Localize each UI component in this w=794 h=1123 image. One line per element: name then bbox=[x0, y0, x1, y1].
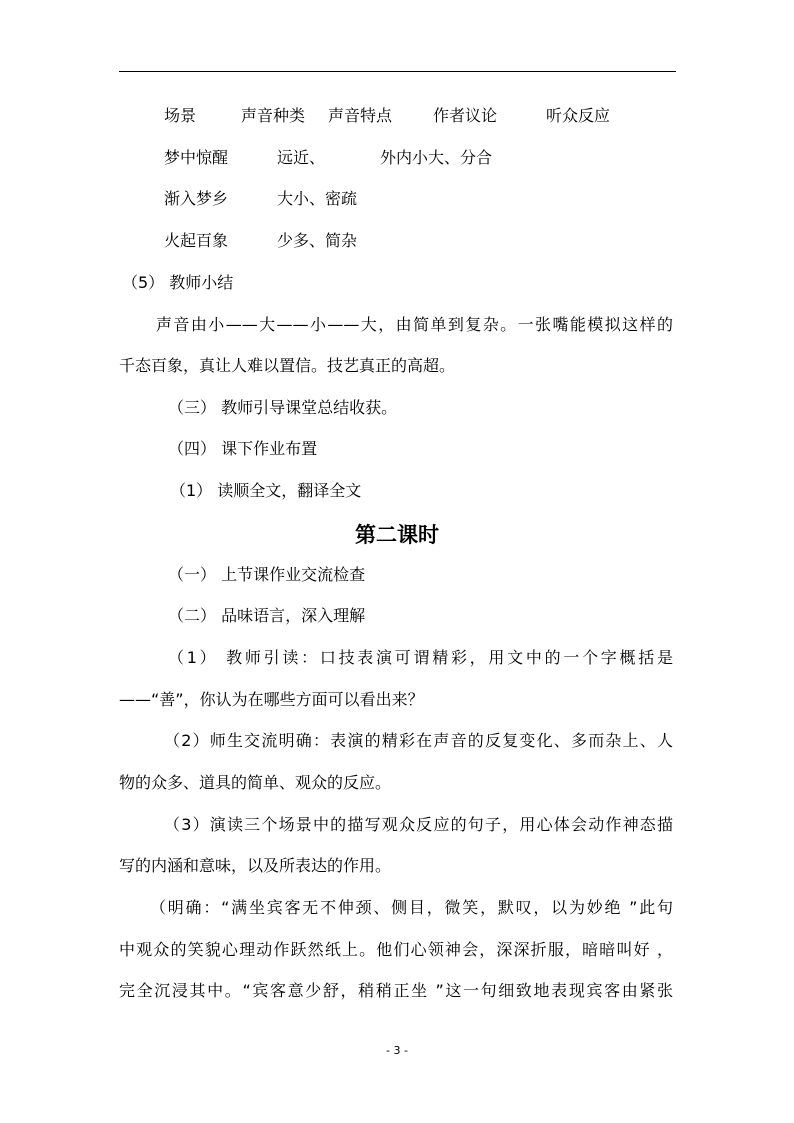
section-heading: （5） 教师小结 bbox=[122, 273, 234, 292]
table-row bbox=[0, 189, 794, 209]
table-cell: 外内小大、分合 bbox=[380, 148, 493, 167]
section-heading: （四） 课下作业布置 bbox=[168, 439, 318, 458]
table-cell: 大小、密疏 bbox=[277, 189, 358, 208]
table-cell: 少多、简杂 bbox=[277, 231, 358, 250]
table-header-cell: 作者议论 bbox=[433, 106, 498, 125]
paragraph-line: （3）演读三个场景中的描写观众反应的句子，用心体会动作神态描 bbox=[164, 815, 673, 834]
paragraph-line: （2）师生交流明确：表演的精彩在声音的反复变化、多而杂上、人 bbox=[164, 731, 673, 750]
paragraph-line: 完全沉浸其中。“宾客意少舒，稍稍正坐 ”这一句细致地表现宾客由紧张 bbox=[119, 981, 673, 1000]
paragraph-line: 中观众的笑貌心理动作跃然纸上。他们心领神会，深深折服，暗暗叫好 ， bbox=[119, 940, 673, 959]
table-cell: 渐入梦乡 bbox=[164, 189, 229, 208]
table-cell: 火起百象 bbox=[164, 231, 229, 250]
paragraph-line: 写的内涵和意味，以及所表达的作用。 bbox=[119, 856, 392, 875]
paragraph-line: （明确：“满坐宾客无不伸颈、侧目，微笑，默叹，以为妙绝 ”此句 bbox=[150, 898, 673, 917]
section-heading: （三） 教师引导课堂总结收获。 bbox=[168, 398, 398, 417]
paragraph-line: 物的众多、道具的简单、观众的反应。 bbox=[119, 773, 392, 792]
section-heading: （一） 上节课作业交流检查 bbox=[168, 565, 366, 584]
table-header-cell: 听众反应 bbox=[546, 106, 611, 125]
section-heading: （二） 品味语言，深入理解 bbox=[168, 606, 366, 625]
paragraph-line: 千态百象，真让人难以置信。技艺真正的高超。 bbox=[119, 356, 456, 375]
paragraph-line: （1） 教师引读：口技表演可谓精彩，用文中的一个字概括是 bbox=[168, 648, 673, 667]
lesson-title: 第二课时 bbox=[355, 522, 439, 547]
table-header-cell: 场景 bbox=[164, 106, 197, 125]
list-item: （1） 读顺全文，翻译全文 bbox=[170, 481, 362, 500]
header-rule bbox=[119, 71, 676, 72]
paragraph-line: ——“善”，你认为在哪些方面可以看出来？ bbox=[119, 690, 424, 709]
table-cell: 远近、 bbox=[277, 148, 326, 167]
paragraph-line: 声音由小——大——小——大，由简单到复杂。一张嘴能模拟这样的 bbox=[156, 315, 673, 334]
table-row bbox=[0, 148, 794, 168]
table-header-cell: 声音种类 bbox=[241, 106, 306, 125]
table-cell: 梦中惊醒 bbox=[164, 148, 229, 167]
table-row bbox=[0, 231, 794, 251]
table-header-row bbox=[0, 106, 794, 126]
page-number: - 3 - bbox=[386, 1044, 408, 1057]
table-header-cell: 声音特点 bbox=[328, 106, 393, 125]
